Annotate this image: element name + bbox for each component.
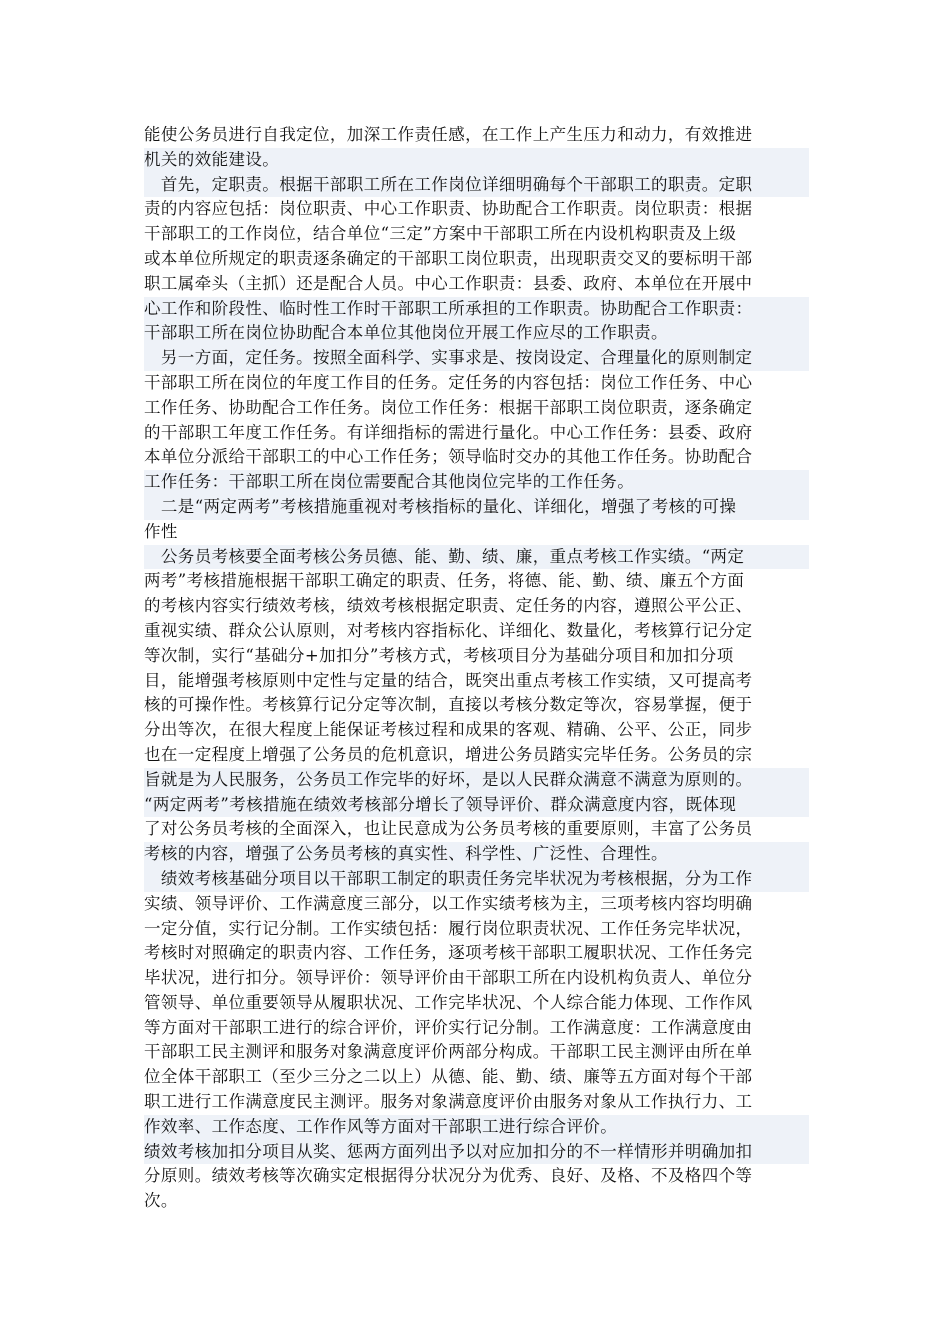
text-line: 次。: [144, 1191, 178, 1211]
text-line: 首先，定职责。根据干部职工所在工作岗位详细明确每个干部职工的职责。定职: [144, 173, 809, 198]
text-line: 或本单位所规定的职责逐条确定的干部职工岗位职责，出现职责交叉的要标明干部: [144, 248, 753, 268]
text-line: 绩效考核加扣分项目从奖、惩两方面列出予以对应加扣分的不一样情形并明确加扣: [144, 1140, 809, 1165]
text-line: 二是“两定两考”考核措施重视对考核指标的量化、详细化，增强了考核的可操: [144, 495, 809, 520]
text-line: 分出等次，在很大程度上能保证考核过程和成果的客观、精确、公平、公正，同步: [144, 720, 753, 740]
text-line: 作性: [144, 521, 178, 541]
text-line: 本单位分派给干部职工的中心工作任务；领导临时交办的其他工作任务。协助配合: [144, 447, 753, 467]
text-line: 毕状况，进行扣分。领导评价：领导评价由干部职工所在内设机构负责人、单位分: [144, 968, 753, 988]
text-line: 旨就是为人民服务，公务员工作完毕的好坏，是以人民群众满意不满意为原则的。: [144, 768, 809, 793]
text-line: 职工属牵头（主抓）还是配合人员。中心工作职责：县委、政府、本单位在开展中: [144, 273, 753, 293]
text-line: 考核的内容，增强了公务员考核的真实性、科学性、广泛性、合理性。: [144, 842, 809, 867]
text-line: 责的内容应包括：岗位职责、中心工作职责、协助配合工作职责。岗位职责：根据: [144, 199, 753, 219]
text-line: 作效率、工作态度、工作作风等方面对干部职工进行综合评价。: [144, 1115, 809, 1140]
text-line: 职工进行工作满意度民主测评。服务对象满意度评价由服务对象从工作执行力、工: [144, 1092, 753, 1112]
text-line: 工作任务、协助配合工作任务。岗位工作任务：根据干部职工岗位职责，逐条确定: [144, 397, 753, 417]
text-line: 等次制，实行“基础分+加扣分”考核方式，考核项目分为基础分项目和加扣分项: [144, 645, 734, 665]
text-line: 一定分值，实行记分制。工作实绩包括：履行岗位职责状况、工作任务完毕状况，: [144, 918, 753, 938]
text-line: 心工作和阶段性、临时性工作时干部职工所承担的工作职责。协助配合工作职责：: [144, 297, 809, 322]
text-line: 能使公务员进行自我定位，加深工作责任感，在工作上产生压力和动力，有效推进: [144, 125, 753, 144]
text-line: 分原则。绩效考核等次确实定根据得分状况分为优秀、良好、及格、不及格四个等: [144, 1166, 753, 1186]
document-body: [144, 123, 809, 1214]
text-line: 核的可操作性。考核算行记分定等次制，直接以考核分数定等次，容易掌握，便于: [144, 695, 753, 715]
text-line: 干部职工的工作岗位，结合单位“三定”方案中干部职工所在内设机构职责及上级: [144, 224, 737, 244]
text-line: 也在一定程度上增强了公务员的危机意识，增进公务员踏实完毕任务。公务员的宗: [144, 744, 753, 764]
text-line: 机关的效能建设。: [144, 148, 809, 173]
text-line: 干部职工所在岗位的年度工作目的任务。定任务的内容包括：岗位工作任务、中心: [144, 372, 753, 392]
text-line: 两考”考核措施根据干部职工确定的职责、任务，将德、能、勤、绩、廉五个方面: [144, 571, 745, 591]
text-line: 干部职工所在岗位协助配合本单位其他岗位开展工作应尽的工作职责。: [144, 321, 809, 346]
text-line: 干部职工民主测评和服务对象满意度评价两部分构成。干部职工民主测评由所在单: [144, 1042, 753, 1062]
text-line: 绩效考核基础分项目以干部职工制定的职责任务完毕状况为考核根据，分为工作: [144, 867, 809, 892]
text-line: 的干部职工年度工作任务。有详细指标的需进行量化。中心工作任务：县委、政府: [144, 422, 753, 442]
text-line: 另一方面，定任务。按照全面科学、实事求是、按岗设定、合理量化的原则制定: [144, 346, 809, 371]
text-line: 管领导、单位重要领导从履职状况、工作完毕状况、个人综合能力体现、工作作风: [144, 992, 753, 1012]
text-line: 重视实绩、群众公认原则，对考核内容指标化、详细化、数量化，考核算行记分定: [144, 620, 753, 640]
text-line: 位全体干部职工（至少三分之二以上）从德、能、勤、绩、廉等五方面对每个干部: [144, 1067, 753, 1087]
text-line: 实绩、领导评价、工作满意度三部分，以工作实绩考核为主，三项考核内容均明确: [144, 893, 753, 913]
text-line: 考核时对照确定的职责内容、工作任务，逐项考核干部职工履职状况、工作任务完: [144, 943, 753, 963]
text-line: 的考核内容实行绩效考核，绩效考核根据定职责、定任务的内容，遵照公平公正、: [144, 596, 753, 616]
text-line: 公务员考核要全面考核公务员德、能、勤、绩、廉，重点考核工作实绩。“两定: [144, 545, 809, 570]
text-line: 目，能增强考核原则中定性与定量的结合，既突出重点考核工作实绩，又可提高考: [144, 670, 753, 690]
text-line: 等方面对干部职工进行的综合评价，评价实行记分制。工作满意度：工作满意度由: [144, 1017, 753, 1037]
text-line: 工作任务：干部职工所在岗位需要配合其他岗位完毕的工作任务。: [144, 470, 809, 495]
text-line: “两定两考”考核措施在绩效考核部分增长了领导评价、群众满意度内容，既体现: [144, 793, 809, 818]
text-line: 了对公务员考核的全面深入，也让民意成为公务员考核的重要原则，丰富了公务员: [144, 819, 753, 839]
